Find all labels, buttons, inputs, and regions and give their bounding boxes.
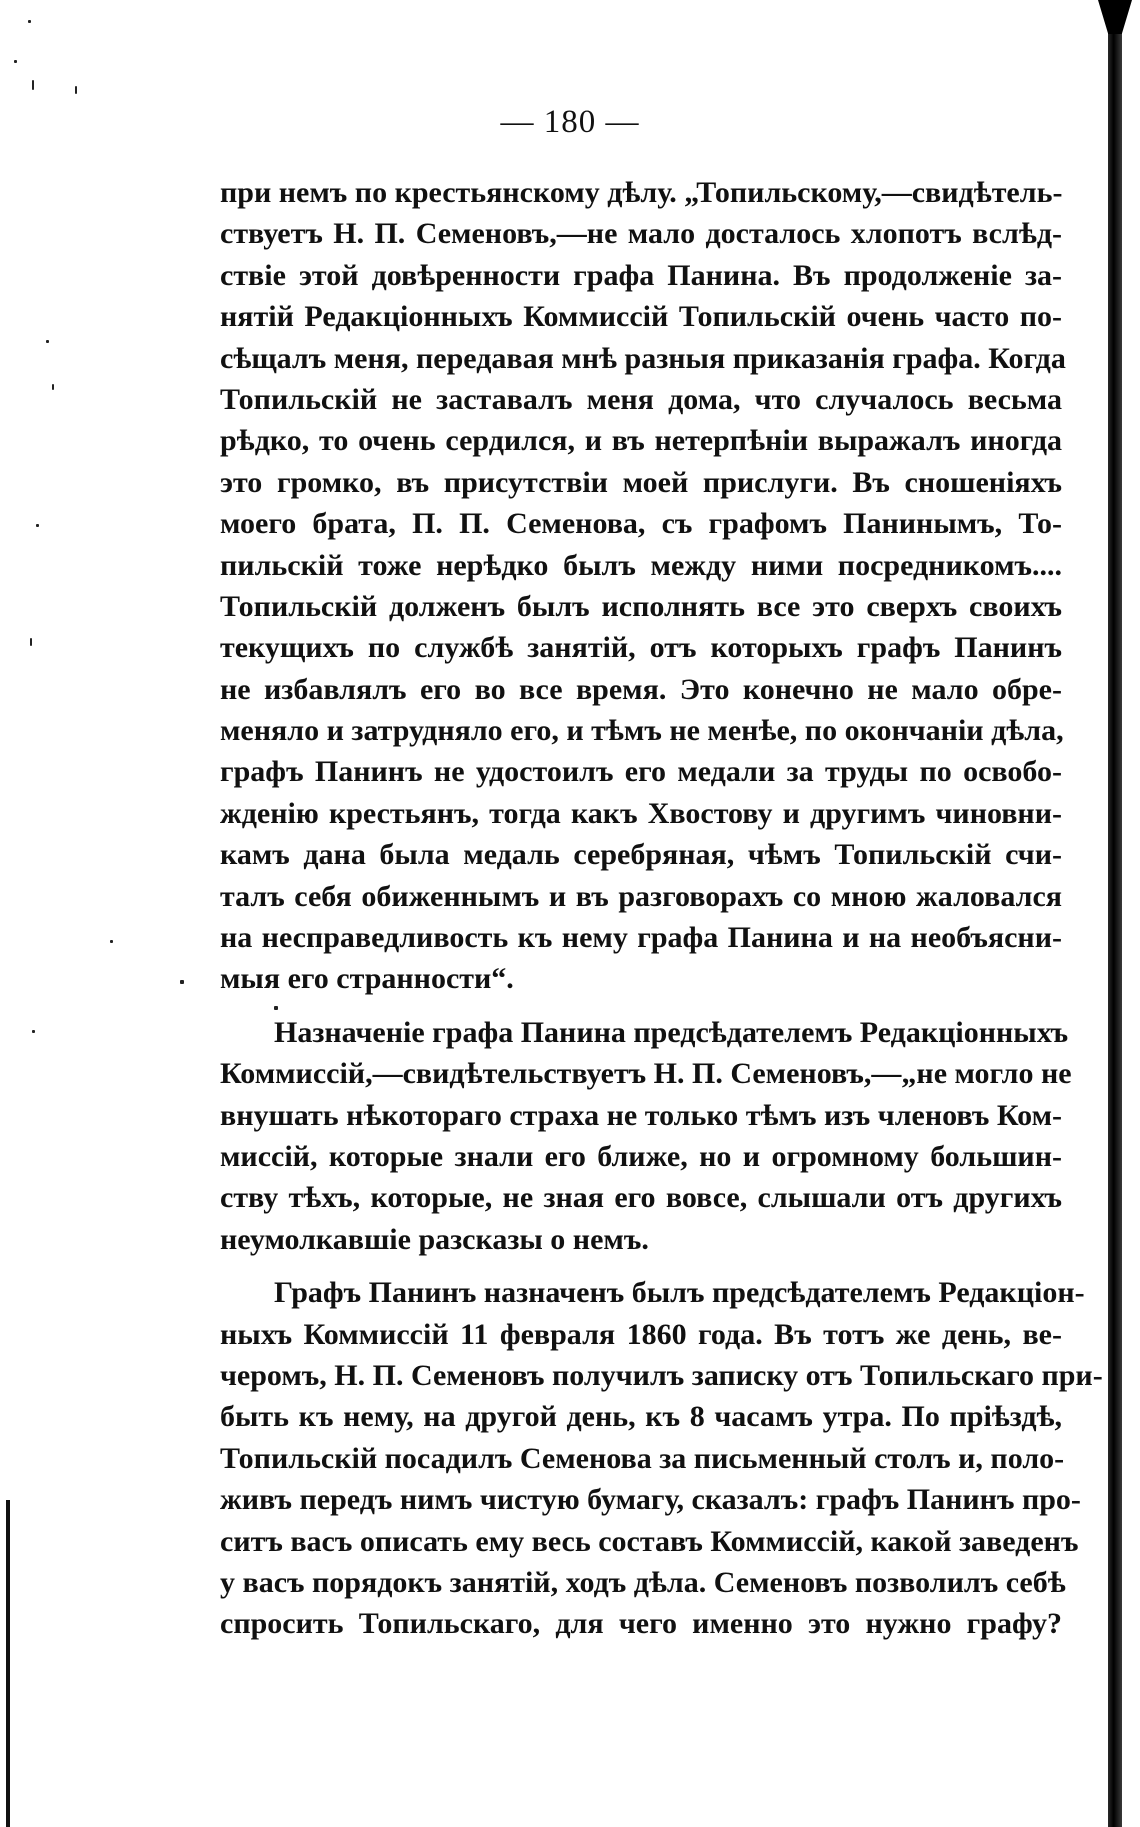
- paragraph-gap: [220, 1260, 1062, 1272]
- text-line: внушать нѣкотораго страха не только тѣмъ изъ членовъ Ком-: [220, 1098, 1062, 1132]
- text-line: не избавлялъ его во все время. Это конечно не мало обре-: [220, 672, 1062, 706]
- text-line: пильскій тоже нерѣдко былъ между ними посредникомъ....: [220, 548, 1062, 582]
- text-line: нятій Редакціонныхъ Коммиссій Топильскій очень часто по-: [220, 300, 1062, 334]
- paragraph: [220, 172, 1066, 1000]
- text-line: ныхъ Коммиссій 11 февраля 1860 года. Въ тотъ же день, ве-: [220, 1317, 1062, 1351]
- scan-speck: [28, 20, 31, 23]
- text-line: моего брата, П. П. Семенова, съ графомъ Панинымъ, То-: [220, 507, 1062, 541]
- scan-speck: [32, 1030, 35, 1033]
- paragraph: [220, 1012, 1072, 1260]
- text-line: жденію крестьянъ, тогда какъ Хвостову и другимъ чиновни-: [220, 796, 1062, 830]
- text-line: графъ Панинъ не удостоилъ его медали за труды по освобо-: [220, 755, 1062, 789]
- scan-speck: [46, 340, 49, 343]
- scan-speck: [75, 86, 77, 94]
- page-number: — 180 —: [500, 104, 640, 140]
- text-line: рѣдко, то очень сердился, и въ нетерпѣніи выражалъ иногда: [220, 424, 1062, 458]
- text-line: Топильскій посадилъ Семенова за письменный столъ и, поло-: [220, 1441, 1065, 1475]
- binding-shadow-top: [1098, 0, 1132, 34]
- text-line: меняло и затрудняло его, и тѣмъ не менѣе, по окончаніи дѣла,: [220, 714, 1064, 748]
- text-line: талъ себя обиженнымъ и въ разговорахъ со мною жаловался: [220, 879, 1062, 913]
- text-line: живъ передъ нимъ чистую бумагу, сказалъ: графъ Панинъ про-: [220, 1483, 1081, 1517]
- text-line: Коммиссій,—свидѣтельствуетъ Н. П. Семеновъ,—„не могло не: [220, 1057, 1072, 1091]
- text-line: на несправедливость къ нему графа Панина и на необъясни-: [220, 921, 1062, 955]
- scan-speck: [110, 940, 113, 943]
- text-line: спросить Топильскаго, для чего именно это нужно графу?: [220, 1607, 1062, 1641]
- body-text: [220, 172, 1103, 1645]
- text-line: при немъ по крестьянскому дѣлу. „Топильскому,—свидѣтель-: [220, 176, 1063, 209]
- text-line: Назначеніе графа Панина предсѣдателемъ Редакціонныхъ: [274, 1015, 1069, 1049]
- text-line: миссій, которые знали его ближе, но и огромному большин-: [220, 1139, 1062, 1173]
- scan-speck: [36, 524, 39, 527]
- text-line: у васъ порядокъ занятій, ходъ дѣла. Семеновъ позволилъ себѣ: [220, 1565, 1066, 1599]
- scan-speck: [180, 980, 184, 984]
- paragraph: [220, 1272, 1103, 1645]
- text-line: камъ дана была медаль серебряная, чѣмъ Топильскій счи-: [220, 838, 1062, 872]
- text-line: сѣщалъ меня, передавая мнѣ разныя приказанія графа. Когда: [220, 341, 1066, 375]
- text-line: ситъ васъ описать ему весь составъ Коммиссій, какой заведенъ: [220, 1524, 1079, 1558]
- text-line: это громко, въ присутствіи моей прислуги. Въ сношеніяхъ: [220, 465, 1062, 499]
- text-line: ствіе этой довѣренности графа Панина. Въ продолженіе за-: [220, 258, 1062, 292]
- scan-speck: [14, 60, 17, 63]
- text-line: Графъ Панинъ назначенъ былъ предсѣдателемъ Редакціон-: [274, 1276, 1085, 1310]
- text-line: мыя его странности“.: [220, 962, 514, 996]
- scan-speck: [32, 80, 34, 90]
- paragraph-gap: [220, 1000, 1062, 1012]
- text-line: Топильскій не заставалъ меня дома, что случалось весьма: [220, 382, 1062, 416]
- text-line: неумолкавшіе разсказы о немъ.: [220, 1222, 649, 1256]
- left-edge-shadow: [6, 1500, 10, 1827]
- binding-shadow: [1108, 0, 1122, 1827]
- text-line: ству тѣхъ, которые, не зная его вовсе, слышали отъ другихъ: [220, 1181, 1062, 1215]
- scan-speck: [52, 384, 54, 390]
- text-line: ствуетъ Н. П. Семеновъ,—не мало досталось хлопотъ вслѣд-: [220, 217, 1062, 251]
- text-line: Топильскій долженъ былъ исполнять все это сверхъ своихъ: [220, 589, 1062, 623]
- text-line: текущихъ по службѣ занятій, отъ которыхъ графъ Панинъ: [220, 631, 1062, 665]
- scan-speck: [30, 638, 32, 646]
- text-line: быть къ нему, на другой день, къ 8 часамъ утра. По пріѣздѣ,: [220, 1400, 1062, 1434]
- text-line: черомъ, Н. П. Семеновъ получилъ записку отъ Топильскаго при-: [220, 1358, 1103, 1392]
